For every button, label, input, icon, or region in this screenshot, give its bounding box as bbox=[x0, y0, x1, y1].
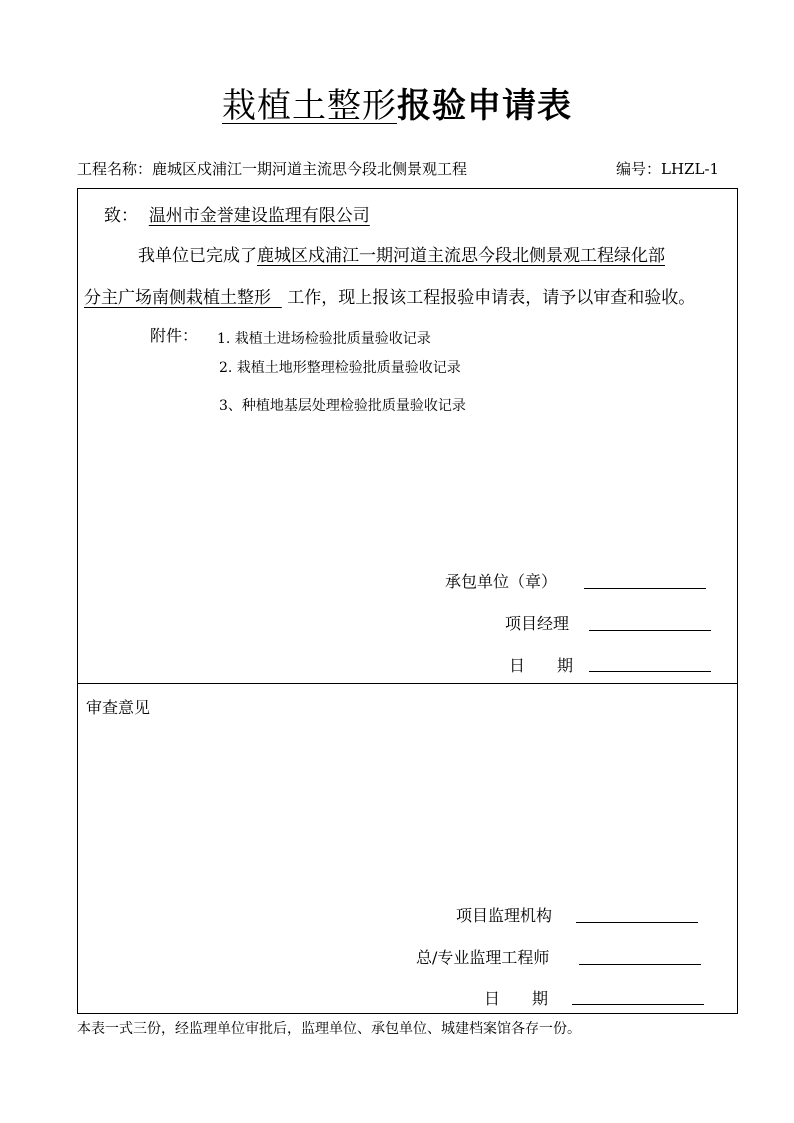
form-title-underlined: 栽植土整形 bbox=[222, 86, 397, 126]
review-opinion-label: 审查意见 bbox=[86, 698, 151, 717]
review-date-line bbox=[572, 1004, 704, 1005]
work-name-part2: 分主广场南侧栽植土整形 bbox=[84, 288, 271, 308]
contractor-label: 承包单位（章） bbox=[445, 572, 558, 591]
form-code bbox=[616, 158, 719, 179]
statement-tail: 工作，现上报该工程报验申请表，请予以审查和验收。 bbox=[287, 288, 696, 308]
contractor-signature-line bbox=[584, 588, 706, 589]
form-title-bold: 报验申请表 bbox=[397, 86, 572, 126]
attachment-item-3: 3、种植地基层处理检验批质量验收记录 bbox=[219, 398, 466, 414]
project-manager-signature-line bbox=[589, 630, 711, 631]
statement-line-2 bbox=[84, 283, 695, 308]
project-name-value: 鹿城区戍浦江一期河道主流思今段北侧景观工程 bbox=[152, 160, 468, 178]
supervision-org-signature-line bbox=[576, 922, 698, 923]
supervision-engineer-signature-line bbox=[579, 964, 701, 965]
project-manager-label: 项目经理 bbox=[505, 614, 570, 633]
application-date-line bbox=[589, 671, 711, 672]
attachment-item-2: 2. 栽植土地形整理检验批质量验收记录 bbox=[219, 360, 461, 376]
project-name-label: 工程名称： bbox=[77, 160, 153, 178]
recipient-label: 致： bbox=[104, 206, 138, 226]
recipient-row bbox=[104, 201, 370, 226]
attachment-item-1: 1. 栽植土进场检验批质量验收记录 bbox=[217, 331, 431, 347]
section-divider bbox=[78, 683, 737, 684]
supervision-engineer-label: 总/专业监理工程师 bbox=[416, 948, 550, 967]
project-name-row bbox=[77, 158, 467, 179]
form-code-value: LHZL-1 bbox=[661, 160, 720, 178]
attachments-label: 附件： bbox=[150, 326, 199, 345]
form-code-label: 编号： bbox=[616, 160, 662, 178]
recipient-name: 温州市金誉建设监理有限公司 bbox=[148, 206, 370, 226]
supervision-org-label: 项目监理机构 bbox=[456, 906, 553, 925]
statement-intro: 我单位已完成了 bbox=[138, 246, 257, 266]
footnote: 本表一式三份，经监理单位审批后，监理单位、承包单位、城建档案馆各存一份。 bbox=[77, 1021, 581, 1037]
form-table bbox=[77, 188, 738, 1014]
review-date-label: 日 期 bbox=[484, 989, 549, 1008]
form-title bbox=[0, 78, 794, 127]
application-date-label: 日 期 bbox=[509, 656, 574, 675]
statement-line-1 bbox=[138, 241, 665, 266]
work-name-part1: 鹿城区戍浦江一期河道主流思今段北侧景观工程绿化部 bbox=[257, 246, 665, 266]
